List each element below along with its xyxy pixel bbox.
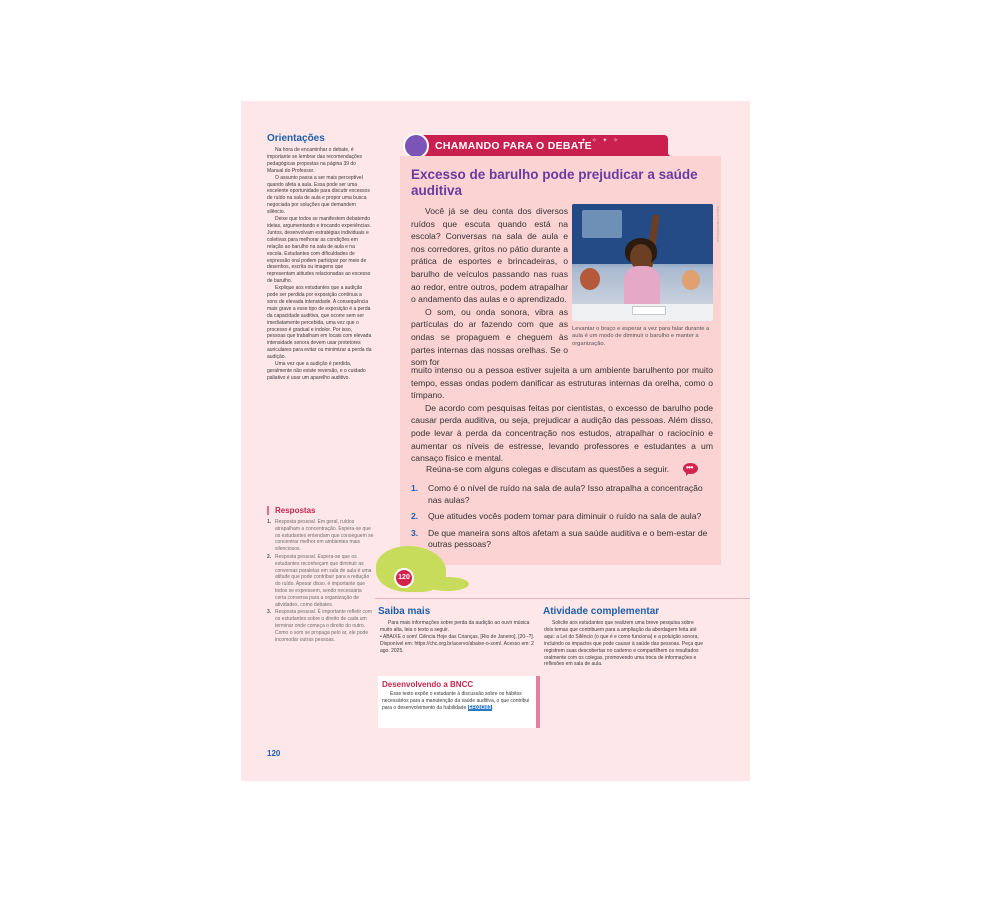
resposta-number: 2. [267, 553, 272, 560]
respostas-title: Respostas [267, 506, 315, 515]
resposta-text: Resposta pessoal. Espera-se que os estudantes reconheçam que diminuir as conversas paralelas em sala de aula é uma atitude que pode contribuir para a redução do ruído. Apesar disso, é importante que todos se expressem, sendo necessária certa conversa para a organização de atividades, como debates. [275, 553, 372, 608]
question-number: 1. [411, 483, 419, 493]
saiba-mais-reference: • ABAIXE o som! Ciência Hoje das Crianças, [Rio de Janeiro], [20--?]. Disponível em: https://chc.org.br/acervo/abaixe-o-som/. Acesso em: 2 ago. 2025. [380, 633, 535, 654]
orientacoes-paragraph: O assunto passa a ser mais perceptível quando afeta a aula. Essa pode ser uma excelente oportunidade para discutir excessos de ruído na sala de aula e propor uma busca negociada por soluções que demandem silêncio. [267, 174, 370, 216]
classroom-photo [572, 204, 713, 321]
article-paragraph: O som, ou onda sonora, vibra as partículas do ar fazendo com que as ondas se propaguem e cheguem às partes internas das nossas orelhas. Se o som for [411, 306, 568, 368]
bncc-title: Desenvolvendo a BNCC [382, 680, 474, 689]
question-item [411, 483, 716, 506]
respostas-list [267, 519, 374, 644]
decorative-blob [425, 577, 469, 591]
article-title: Excesso de barulho pode prejudicar a saúde auditiva [411, 167, 698, 198]
article-wrapped-text [411, 205, 568, 369]
question-text: Que atitudes vocês podem tomar para diminuir o ruído na sala de aula? [428, 511, 702, 522]
article-paragraph: muito intenso ou a pessoa estiver sujeita a um ambiente barulhento por muito tempo, essas ondas podem danificar as estruturas internas da orelha, como o tímpano. [411, 365, 713, 401]
saiba-mais-title: Saiba mais [378, 606, 431, 617]
orientacoes-paragraph: Explique aos estudantes que a audição pode ser perdida por exposição contínua a sons de elevada intensidade. A consequência mais grave a esse tipo de exposição é a perda da capacidade auditiva, que ocorre sem ser imediatamente percebida, uma vez que o processo é gradual e indolor. Por isso, pessoas que trabalham em locais com elevada intensidade sonora devem usar protetores auriculares para evitar ou minimizar a perda da audição. [267, 285, 372, 361]
bncc-body: Esse texto expõe o estudante à discussão sobre os hábitos necessários para a manutenção da saúde auditiva, o que contribui para o desenvolvimento da habilidade [382, 691, 530, 711]
photo-credit: Kampus Production/Pexels [716, 206, 720, 243]
orientacoes-paragraph: Na hora de encaminhar o debate, é importante se lembrar das recomendações pedagógicas propostas na página 39 do Manual do Professor. [267, 147, 363, 174]
page-number: 120 [267, 749, 281, 758]
article-box [400, 156, 721, 565]
bncc-code: EF03CI03 [468, 704, 492, 711]
resposta-text: Resposta pessoal. Em geral, ruídos atrapalham a concentração. Espera-se que os estudantes entendam que conseguem se concentrar melhor em ambientes mais silenciosos. [275, 519, 374, 553]
article-paragraph: De acordo com pesquisas feitas por cientistas, o excesso de barulho pode causar perda auditiva, ou seja, prejudicar a audição das pessoas. Além disso, pode levar à perda da concentração nos estudos, atrapalhar o raciocínio e aumentar os níveis de estresse, levando professores e estudantes a um cansaço físico e mental. [411, 402, 713, 464]
photo-caption: Levantar o braço e esperar a vez para falar durante a aula é um modo de diminuir o barulho e manter a organização. [572, 326, 710, 347]
orientacoes-paragraph: Uma vez que a audição é perdida, geralmente não existe reversão, e o cuidado paliativo é usar um aparelho auditivo. [267, 361, 366, 381]
resposta-item [267, 609, 374, 643]
resposta-number: 1. [267, 519, 272, 525]
orientacoes-paragraph: Deixe que todos se manifestem debatendo ideias, argumentando e trocando experiências. Juntos, desenvolvam estratégias individuais e coletivas para melhorar as condições em relação ao barulho na sala de aula e na escola. Estudantes com dificuldades de expressão oral podem participar por meio de desenhos, escrita ou imagens que representam atitudes relacionadas ao excesso de barulho. [267, 216, 371, 285]
question-number: 2. [411, 511, 419, 522]
banner-sparkles: ✦ ✧ ✦ ✧ [581, 138, 621, 144]
textbook-page [241, 101, 750, 781]
saiba-mais-intro: Para mais informações sobre perda da audição ao ouvir música muito alta, leia o texto a seguir. [380, 620, 530, 633]
article-full-text [411, 364, 713, 465]
resposta-text: Resposta pessoal. É importante refletir com os estudantes sobre o direito de cada um terminar onde começa o direito do outro. Como o som se propaga pelo ar, ele pode incomodar outras pessoas. [275, 609, 372, 643]
banner-label: CHAMANDO PARA O DEBATE [435, 140, 592, 152]
question-item [411, 511, 716, 523]
article-paragraph: Você já se deu conta dos diversos ruídos que escuta quando está na escola? Conversas na sala de aula e nos corredores, gritos no pátio durante a prática de esportes e brincadeiras, o barulho de veículos passando nas ruas ao redor, entre outros, podem atrapalhar o andamento das aulas e o aprendizado. [411, 206, 568, 305]
resposta-item [267, 554, 374, 608]
debate-prompt: Reúna-se com alguns colegas e discutam as questões a seguir. [426, 464, 670, 474]
section-divider [375, 598, 750, 599]
resposta-number: 3. [267, 609, 272, 616]
question-number: 3. [411, 527, 419, 538]
student-page-number: 120 [394, 568, 414, 588]
atividade-text: Solicite aos estudantes que realizem uma breve pesquisa sobre dois temas que contribuem para a ampliação da abordagem feita até aqui: a Lei do Silêncio (o que é e como funciona) e a poluição sonora, incluindo os impactos que pode causar à saúde das pessoas. Peça que registrem suas descobertas no caderno e compartilhem os resultados oralmente com os colegas, promovendo uma troca de informações e reflexões em sala de aula. [544, 620, 703, 668]
questions-list [411, 483, 716, 556]
saiba-mais-text [380, 620, 535, 655]
bncc-text: Esse texto expõe o estudante à discussão sobre os hábitos necessários para a manutenção da saúde auditiva, o que contribui para o desenvolvimento da habilidade EF03CI03. [382, 691, 530, 711]
atividade-title: Atividade complementar [543, 606, 660, 617]
orientacoes-text [267, 147, 372, 382]
bncc-box [378, 676, 540, 728]
question-item [411, 528, 716, 551]
resposta-item [267, 519, 374, 553]
orientacoes-title: Orientações [267, 133, 325, 144]
teacher-sidebar [241, 101, 381, 781]
question-text: De que maneira sons altos afetam a sua saúde auditiva e o bem-estar de outras pessoas? [428, 527, 708, 550]
chat-bubble-icon: ••• [683, 463, 698, 474]
question-text: Como é o nível de ruído na sala de aula? Isso atrapalha a concentração nas aulas? [428, 483, 703, 505]
